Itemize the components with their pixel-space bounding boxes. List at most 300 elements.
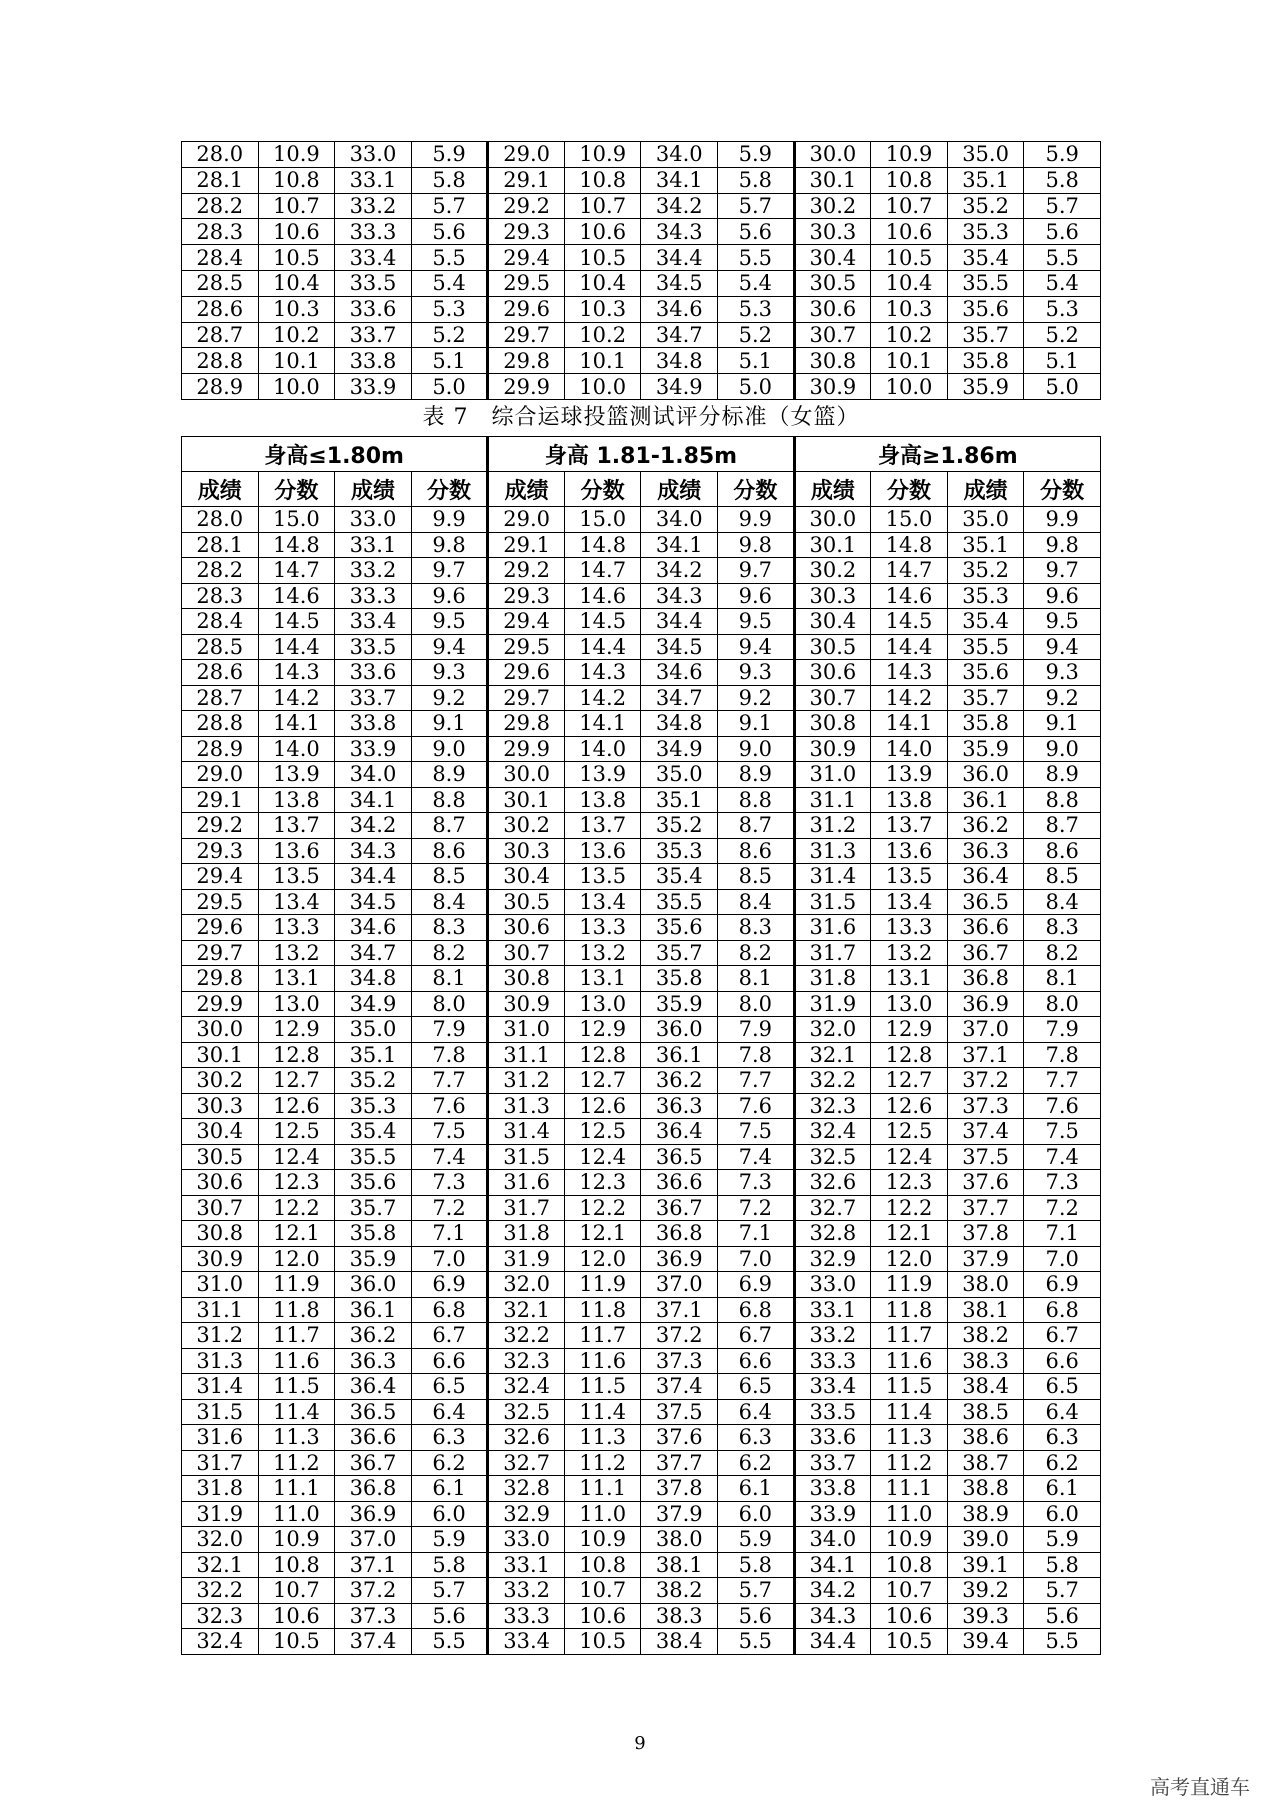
result-cell: 30.4: [488, 864, 565, 890]
result-cell: 33.9: [794, 1501, 871, 1527]
score-cell: 12.2: [564, 1195, 641, 1221]
result-cell: 28.6: [182, 296, 259, 322]
score-cell: 5.9: [411, 1527, 488, 1553]
score-cell: 8.1: [1024, 966, 1101, 992]
score-cell: 9.9: [411, 507, 488, 533]
score-cell: 6.0: [718, 1501, 795, 1527]
table-row: [182, 532, 1101, 558]
result-cell: 31.5: [794, 889, 871, 915]
score-cell: 9.3: [1024, 660, 1101, 686]
score-cell: 14.6: [871, 583, 948, 609]
score-cell: 11.4: [564, 1399, 641, 1425]
score-cell: 6.1: [411, 1476, 488, 1502]
score-cell: 9.4: [411, 634, 488, 660]
result-cell: 35.9: [335, 1246, 412, 1272]
score-cell: 13.4: [871, 889, 948, 915]
score-cell: 9.2: [411, 685, 488, 711]
score-cell: 5.4: [718, 270, 795, 296]
score-cell: 10.1: [564, 348, 641, 374]
result-cell: 32.3: [488, 1348, 565, 1374]
score-cell: 8.7: [718, 813, 795, 839]
score-cell: 6.2: [718, 1450, 795, 1476]
result-cell: 34.3: [641, 219, 718, 245]
result-cell: 28.2: [182, 558, 259, 584]
score-cell: 5.6: [1024, 1603, 1101, 1629]
score-cell: 11.3: [258, 1425, 335, 1451]
score-cell: 13.4: [258, 889, 335, 915]
result-cell: 30.2: [182, 1068, 259, 1094]
result-cell: 28.4: [182, 609, 259, 635]
result-cell: 37.9: [947, 1246, 1024, 1272]
table-row: [182, 1476, 1101, 1502]
score-cell: 12.5: [564, 1119, 641, 1145]
result-cell: 32.8: [488, 1476, 565, 1502]
score-cell: 5.9: [1024, 142, 1101, 168]
score-cell: 7.5: [411, 1119, 488, 1145]
result-cell: 32.0: [794, 1017, 871, 1043]
score-cell: 10.8: [258, 167, 335, 193]
score-cell: 12.8: [871, 1042, 948, 1068]
result-cell: 35.8: [335, 1221, 412, 1247]
result-cell: 36.8: [335, 1476, 412, 1502]
score-cell: 14.7: [871, 558, 948, 584]
result-cell: 33.1: [335, 532, 412, 558]
score-cell: 5.5: [411, 245, 488, 271]
score-cell: 11.2: [871, 1450, 948, 1476]
score-cell: 11.8: [258, 1297, 335, 1323]
result-cell: 34.3: [794, 1603, 871, 1629]
result-cell: 38.7: [947, 1450, 1024, 1476]
result-cell: 33.2: [794, 1323, 871, 1349]
column-header-score: 分数: [1024, 472, 1101, 507]
score-cell: 6.9: [1024, 1272, 1101, 1298]
result-cell: 28.2: [182, 193, 259, 219]
table-row: [182, 1629, 1101, 1655]
score-cell: 6.3: [718, 1425, 795, 1451]
score-cell: 14.0: [871, 736, 948, 762]
result-cell: 30.8: [794, 711, 871, 737]
score-cell: 11.3: [564, 1425, 641, 1451]
score-cell: 10.2: [564, 322, 641, 348]
column-header-row: [182, 472, 1101, 507]
result-cell: 38.3: [641, 1603, 718, 1629]
score-cell: 10.7: [564, 193, 641, 219]
score-cell: 10.7: [871, 1578, 948, 1604]
score-cell: 14.4: [564, 634, 641, 660]
score-cell: 14.8: [871, 532, 948, 558]
result-cell: 34.8: [641, 348, 718, 374]
height-group-ge-1-86: 身高≥1.86m: [794, 437, 1100, 472]
result-cell: 36.9: [947, 991, 1024, 1017]
score-cell: 6.1: [1024, 1476, 1101, 1502]
result-cell: 35.1: [947, 167, 1024, 193]
score-cell: 8.3: [411, 915, 488, 941]
score-cell: 10.2: [258, 322, 335, 348]
score-cell: 10.5: [564, 1629, 641, 1655]
result-cell: 30.1: [182, 1042, 259, 1068]
score-cell: 9.4: [1024, 634, 1101, 660]
result-cell: 35.6: [947, 660, 1024, 686]
score-cell: 9.3: [411, 660, 488, 686]
result-cell: 37.3: [947, 1093, 1024, 1119]
result-cell: 35.5: [947, 634, 1024, 660]
result-cell: 31.7: [182, 1450, 259, 1476]
result-cell: 28.0: [182, 507, 259, 533]
score-cell: 14.8: [258, 532, 335, 558]
result-cell: 28.4: [182, 245, 259, 271]
score-cell: 12.7: [564, 1068, 641, 1094]
result-cell: 30.5: [794, 634, 871, 660]
result-cell: 34.6: [641, 296, 718, 322]
result-cell: 32.0: [182, 1527, 259, 1553]
result-cell: 28.1: [182, 167, 259, 193]
result-cell: 36.8: [947, 966, 1024, 992]
result-cell: 35.3: [641, 838, 718, 864]
score-cell: 13.6: [564, 838, 641, 864]
result-cell: 30.9: [182, 1246, 259, 1272]
score-cell: 11.4: [871, 1399, 948, 1425]
score-cell: 11.5: [871, 1374, 948, 1400]
score-cell: 9.8: [718, 532, 795, 558]
score-cell: 12.9: [564, 1017, 641, 1043]
score-cell: 9.7: [1024, 558, 1101, 584]
score-cell: 5.7: [718, 193, 795, 219]
result-cell: 32.8: [794, 1221, 871, 1247]
result-cell: 37.7: [947, 1195, 1024, 1221]
score-cell: 8.5: [411, 864, 488, 890]
result-cell: 31.3: [182, 1348, 259, 1374]
score-cell: 7.2: [1024, 1195, 1101, 1221]
result-cell: 36.6: [641, 1170, 718, 1196]
result-cell: 37.8: [947, 1221, 1024, 1247]
score-table-continued: [181, 141, 1101, 400]
result-cell: 31.4: [488, 1119, 565, 1145]
score-cell: 8.7: [1024, 813, 1101, 839]
result-cell: 35.3: [335, 1093, 412, 1119]
score-cell: 5.9: [1024, 1527, 1101, 1553]
score-cell: 11.7: [871, 1323, 948, 1349]
result-cell: 30.9: [794, 736, 871, 762]
score-cell: 12.3: [258, 1170, 335, 1196]
table-row: [182, 558, 1101, 584]
table-row: [182, 1552, 1101, 1578]
score-cell: 10.6: [258, 219, 335, 245]
result-cell: 34.0: [641, 142, 718, 168]
result-cell: 29.6: [488, 660, 565, 686]
result-cell: 31.4: [794, 864, 871, 890]
score-cell: 13.8: [258, 787, 335, 813]
score-cell: 12.2: [871, 1195, 948, 1221]
result-cell: 32.6: [794, 1170, 871, 1196]
result-cell: 38.0: [641, 1527, 718, 1553]
result-cell: 28.0: [182, 142, 259, 168]
result-cell: 29.4: [488, 245, 565, 271]
score-cell: 7.0: [411, 1246, 488, 1272]
score-cell: 12.8: [564, 1042, 641, 1068]
result-cell: 30.4: [794, 245, 871, 271]
result-cell: 33.8: [794, 1476, 871, 1502]
score-cell: 10.5: [258, 245, 335, 271]
table-row: [182, 1017, 1101, 1043]
result-cell: 34.9: [641, 374, 718, 400]
score-cell: 14.6: [258, 583, 335, 609]
score-cell: 5.7: [1024, 1578, 1101, 1604]
column-header-score: 分数: [718, 472, 795, 507]
score-cell: 6.9: [718, 1272, 795, 1298]
result-cell: 30.7: [182, 1195, 259, 1221]
result-cell: 37.2: [335, 1578, 412, 1604]
result-cell: 30.0: [794, 507, 871, 533]
result-cell: 31.3: [488, 1093, 565, 1119]
score-cell: 5.1: [1024, 348, 1101, 374]
score-cell: 9.2: [718, 685, 795, 711]
result-cell: 34.1: [641, 167, 718, 193]
score-cell: 13.6: [258, 838, 335, 864]
score-cell: 7.1: [718, 1221, 795, 1247]
result-cell: 36.9: [335, 1501, 412, 1527]
result-cell: 28.3: [182, 583, 259, 609]
score-cell: 7.3: [718, 1170, 795, 1196]
score-cell: 10.9: [871, 142, 948, 168]
result-cell: 29.7: [488, 322, 565, 348]
result-cell: 38.1: [947, 1297, 1024, 1323]
table-row: [182, 787, 1101, 813]
watermark: 高考直通车: [1150, 1775, 1250, 1799]
score-cell: 14.2: [258, 685, 335, 711]
score-table-body: [182, 507, 1101, 1655]
score-cell: 5.8: [718, 1552, 795, 1578]
result-cell: 30.3: [182, 1093, 259, 1119]
result-cell: 32.5: [488, 1399, 565, 1425]
table-row: [182, 1221, 1101, 1247]
score-cell: 13.8: [564, 787, 641, 813]
score-cell: 5.0: [718, 374, 795, 400]
score-cell: 13.1: [564, 966, 641, 992]
result-cell: 36.4: [947, 864, 1024, 890]
result-cell: 30.4: [794, 609, 871, 635]
score-cell: 11.7: [564, 1323, 641, 1349]
table-row: [182, 685, 1101, 711]
result-cell: 30.1: [488, 787, 565, 813]
result-cell: 33.4: [488, 1629, 565, 1655]
score-cell: 14.1: [564, 711, 641, 737]
score-cell: 14.1: [258, 711, 335, 737]
table-row: [182, 1195, 1101, 1221]
score-cell: 5.1: [411, 348, 488, 374]
column-header-result: 成绩: [641, 472, 718, 507]
result-cell: 30.3: [794, 583, 871, 609]
score-cell: 11.2: [564, 1450, 641, 1476]
score-cell: 12.1: [258, 1221, 335, 1247]
score-cell: 6.3: [1024, 1425, 1101, 1451]
result-cell: 30.5: [488, 889, 565, 915]
result-cell: 37.2: [947, 1068, 1024, 1094]
result-cell: 33.3: [335, 583, 412, 609]
result-cell: 30.5: [182, 1144, 259, 1170]
score-cell: 11.9: [258, 1272, 335, 1298]
result-cell: 37.7: [641, 1450, 718, 1476]
score-cell: 11.0: [258, 1501, 335, 1527]
result-cell: 35.6: [947, 296, 1024, 322]
score-cell: 10.6: [564, 1603, 641, 1629]
score-cell: 9.8: [1024, 532, 1101, 558]
table-caption: 表 7 综合运球投篮测试评分标准（女篮）: [422, 405, 860, 430]
score-cell: 7.3: [1024, 1170, 1101, 1196]
result-cell: 32.9: [488, 1501, 565, 1527]
score-cell: 6.1: [718, 1476, 795, 1502]
result-cell: 29.2: [488, 193, 565, 219]
score-cell: 12.7: [258, 1068, 335, 1094]
score-cell: 6.4: [718, 1399, 795, 1425]
result-cell: 30.7: [794, 322, 871, 348]
score-cell: 9.5: [411, 609, 488, 635]
score-cell: 10.8: [258, 1552, 335, 1578]
score-cell: 11.8: [871, 1297, 948, 1323]
score-cell: 13.8: [871, 787, 948, 813]
result-cell: 34.8: [335, 966, 412, 992]
result-cell: 30.8: [488, 966, 565, 992]
score-cell: 7.0: [1024, 1246, 1101, 1272]
score-cell: 6.4: [411, 1399, 488, 1425]
result-cell: 32.7: [488, 1450, 565, 1476]
score-cell: 14.0: [258, 736, 335, 762]
score-cell: 7.2: [411, 1195, 488, 1221]
score-cell: 5.4: [411, 270, 488, 296]
score-cell: 11.0: [564, 1501, 641, 1527]
score-cell: 13.3: [564, 915, 641, 941]
result-cell: 30.6: [488, 915, 565, 941]
result-cell: 39.3: [947, 1603, 1024, 1629]
result-cell: 29.8: [488, 348, 565, 374]
score-cell: 9.6: [718, 583, 795, 609]
score-cell: 10.5: [564, 245, 641, 271]
score-table-women-basketball: [181, 436, 1101, 1655]
result-cell: 28.7: [182, 322, 259, 348]
score-cell: 7.6: [411, 1093, 488, 1119]
result-cell: 38.5: [947, 1399, 1024, 1425]
result-cell: 29.1: [488, 167, 565, 193]
result-cell: 32.4: [794, 1119, 871, 1145]
result-cell: 37.3: [641, 1348, 718, 1374]
score-cell: 5.8: [1024, 1552, 1101, 1578]
score-cell: 7.8: [718, 1042, 795, 1068]
score-cell: 10.6: [258, 1603, 335, 1629]
result-cell: 36.2: [947, 813, 1024, 839]
result-cell: 35.9: [947, 374, 1024, 400]
score-cell: 12.2: [258, 1195, 335, 1221]
result-cell: 29.9: [488, 374, 565, 400]
result-cell: 39.2: [947, 1578, 1024, 1604]
result-cell: 34.5: [641, 270, 718, 296]
result-cell: 29.9: [182, 991, 259, 1017]
result-cell: 29.3: [182, 838, 259, 864]
result-cell: 30.8: [794, 348, 871, 374]
result-cell: 36.0: [335, 1272, 412, 1298]
result-cell: 37.1: [947, 1042, 1024, 1068]
score-cell: 9.0: [1024, 736, 1101, 762]
result-cell: 33.3: [488, 1603, 565, 1629]
result-cell: 37.2: [641, 1323, 718, 1349]
result-cell: 33.7: [794, 1450, 871, 1476]
result-cell: 32.4: [488, 1374, 565, 1400]
result-cell: 30.6: [794, 296, 871, 322]
score-cell: 14.2: [564, 685, 641, 711]
result-cell: 28.8: [182, 348, 259, 374]
score-cell: 13.7: [871, 813, 948, 839]
score-cell: 7.8: [1024, 1042, 1101, 1068]
score-cell: 6.5: [411, 1374, 488, 1400]
result-cell: 37.4: [641, 1374, 718, 1400]
score-cell: 7.0: [718, 1246, 795, 1272]
result-cell: 28.6: [182, 660, 259, 686]
result-cell: 28.3: [182, 219, 259, 245]
score-cell: 9.3: [718, 660, 795, 686]
score-cell: 13.4: [564, 889, 641, 915]
column-header-result: 成绩: [488, 472, 565, 507]
result-cell: 34.9: [335, 991, 412, 1017]
score-cell: 5.5: [1024, 245, 1101, 271]
score-cell: 7.2: [718, 1195, 795, 1221]
result-cell: 38.1: [641, 1552, 718, 1578]
score-cell: 6.5: [718, 1374, 795, 1400]
score-cell: 5.8: [411, 1552, 488, 1578]
score-cell: 10.1: [258, 348, 335, 374]
column-header-score: 分数: [871, 472, 948, 507]
result-cell: 33.8: [335, 348, 412, 374]
score-cell: 9.1: [718, 711, 795, 737]
result-cell: 31.5: [488, 1144, 565, 1170]
score-cell: 8.4: [1024, 889, 1101, 915]
score-cell: 11.0: [871, 1501, 948, 1527]
result-cell: 33.6: [335, 296, 412, 322]
score-cell: 13.0: [871, 991, 948, 1017]
result-cell: 31.9: [182, 1501, 259, 1527]
score-cell: 13.2: [871, 940, 948, 966]
score-cell: 12.0: [258, 1246, 335, 1272]
result-cell: 28.9: [182, 736, 259, 762]
table-row: [182, 940, 1101, 966]
score-cell: 5.3: [1024, 296, 1101, 322]
table-row: [182, 915, 1101, 941]
score-cell: 10.0: [258, 374, 335, 400]
result-cell: 34.3: [335, 838, 412, 864]
result-cell: 32.4: [182, 1629, 259, 1655]
score-cell: 6.5: [1024, 1374, 1101, 1400]
score-cell: 14.3: [871, 660, 948, 686]
score-table-continued-body: [182, 142, 1101, 400]
score-cell: 6.6: [718, 1348, 795, 1374]
result-cell: 30.7: [794, 685, 871, 711]
result-cell: 35.7: [641, 940, 718, 966]
result-cell: 31.0: [794, 762, 871, 788]
score-cell: 8.9: [718, 762, 795, 788]
score-cell: 8.5: [1024, 864, 1101, 890]
result-cell: 35.6: [641, 915, 718, 941]
result-cell: 31.8: [488, 1221, 565, 1247]
result-cell: 37.0: [335, 1527, 412, 1553]
score-cell: 5.6: [718, 219, 795, 245]
result-cell: 34.4: [641, 609, 718, 635]
score-cell: 7.9: [718, 1017, 795, 1043]
score-cell: 10.7: [564, 1578, 641, 1604]
table-row: [182, 1399, 1101, 1425]
result-cell: 35.6: [335, 1170, 412, 1196]
score-cell: 10.8: [564, 167, 641, 193]
result-cell: 28.7: [182, 685, 259, 711]
table-row: [182, 1501, 1101, 1527]
score-cell: 12.6: [871, 1093, 948, 1119]
result-cell: 32.1: [488, 1297, 565, 1323]
